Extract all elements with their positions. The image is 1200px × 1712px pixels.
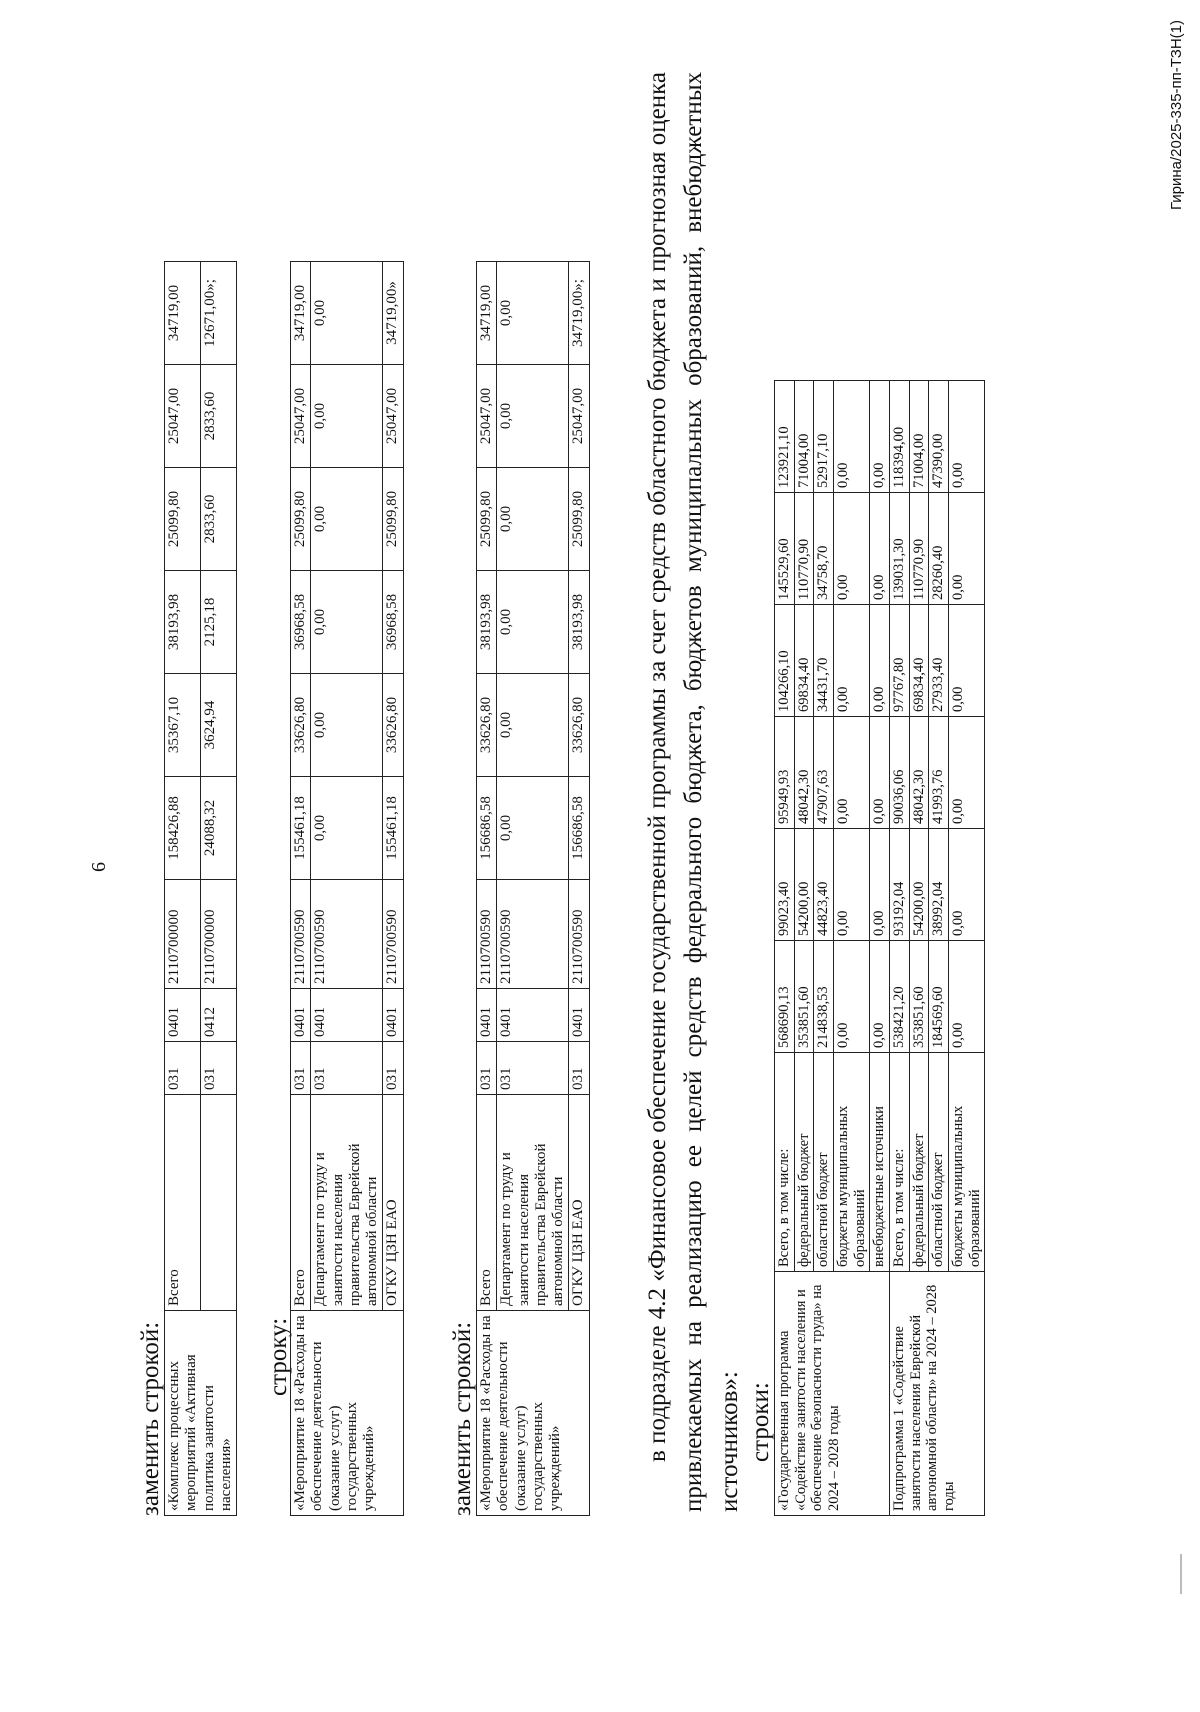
section-4-2-paragraph: [640, 72, 748, 1512]
amount-cell: 118394,00: [890, 381, 910, 493]
amount-cell: 0,00: [870, 605, 890, 717]
funding-source-cell: Всего, в том числе:: [775, 1053, 795, 1272]
section-code-cell: 0401: [383, 989, 403, 1042]
amount-cell: 2833,60: [201, 365, 237, 468]
amount-cell: 71004,00: [794, 381, 814, 493]
table-row: [291, 262, 311, 1516]
table-measure-18-new: [476, 261, 590, 1516]
funding-source-cell: бюджеты муниципальных образований: [834, 1053, 870, 1272]
executor-cell: Всего: [165, 1095, 201, 1311]
amount-cell: 2833,60: [201, 468, 237, 571]
program-title-cell: Подпрограмма 1 «Содействие занятости населения Еврейской автономной области» на 2024 – 2028 годы: [890, 1272, 985, 1516]
table-measure-18-old: [290, 261, 404, 1516]
amount-cell: 34719,00: [165, 262, 201, 365]
amount-cell: 0,00: [311, 777, 383, 880]
amount-cell: 0,00: [497, 365, 569, 468]
funding-source-cell: внебюджетные источники: [870, 1053, 890, 1272]
target-article-cell: 2110700590: [569, 880, 589, 989]
amount-cell: 155461,18: [383, 777, 403, 880]
amount-cell: 34431,70: [814, 605, 834, 717]
grbs-code-cell: 031: [291, 1042, 311, 1095]
document-code: Гирина/2025-335-пп-ТЗН(1): [1168, 20, 1185, 211]
amount-cell: 0,00: [949, 941, 985, 1053]
amount-cell: 0,00: [311, 468, 383, 571]
amount-cell: 34758,70: [814, 493, 834, 605]
amount-cell: 25099,80: [383, 468, 403, 571]
amount-cell: 54200,00: [909, 829, 929, 941]
heading-rows: строки:: [747, 1382, 774, 1462]
amount-cell: 353851,60: [794, 941, 814, 1053]
section-code-cell: 0401: [497, 989, 569, 1042]
amount-cell: 38992,04: [929, 829, 949, 941]
grbs-code-cell: 031: [201, 1042, 237, 1095]
table-row: [775, 381, 795, 1516]
amount-cell: 36968,58: [383, 571, 403, 674]
executor-cell: Департамент по труду и занятости населения правительства Еврейской автономной области: [497, 1095, 569, 1311]
amount-cell: 71004,00: [909, 381, 929, 493]
amount-cell: 538421,20: [890, 941, 910, 1053]
executor-cell: [201, 1095, 237, 1311]
amount-cell: 0,00: [949, 605, 985, 717]
amount-cell: 25099,80: [291, 468, 311, 571]
grbs-code-cell: 031: [311, 1042, 383, 1095]
table-financing: [774, 380, 985, 1516]
heading-row: строку:: [265, 1317, 292, 1396]
amount-cell: 99023,40: [775, 829, 795, 941]
amount-cell: 25047,00: [291, 365, 311, 468]
amount-cell: 0,00: [834, 381, 870, 493]
amount-cell: 33626,80: [291, 674, 311, 777]
funding-source-cell: федеральный бюджет: [794, 1053, 814, 1272]
grbs-code-cell: 031: [477, 1042, 497, 1095]
heading-replace-1: заменить строкой:: [137, 1321, 164, 1516]
grbs-code-cell: 031: [165, 1042, 201, 1095]
amount-cell: 69834,40: [794, 605, 814, 717]
executor-cell: ОГКУ ЦЗН ЕАО: [383, 1095, 403, 1311]
amount-cell: 93192,04: [890, 829, 910, 941]
table-row: [165, 262, 201, 1516]
amount-cell: 155461,18: [291, 777, 311, 880]
grbs-code-cell: 031: [497, 1042, 569, 1095]
amount-cell: 47390,00: [929, 381, 949, 493]
program-element-name: «Мероприятие 18 «Расходы на обеспечение деятельности (оказание услуг) государственных учреждений»: [291, 1311, 404, 1516]
program-title-cell: «Государственная программа «Содействие занятости населения и обеспечение безопасности труда» на 2024 – 2028 годы: [775, 1272, 890, 1516]
amount-cell: 0,00: [949, 829, 985, 941]
amount-cell: 48042,30: [909, 717, 929, 829]
amount-cell: 69834,40: [909, 605, 929, 717]
amount-cell: 145529,60: [775, 493, 795, 605]
executor-cell: Всего: [477, 1095, 497, 1311]
section-code-cell: 0401: [569, 989, 589, 1042]
amount-cell: 33626,80: [569, 674, 589, 777]
amount-cell: 48042,30: [794, 717, 814, 829]
amount-cell: 0,00: [834, 717, 870, 829]
amount-cell: 28260,40: [929, 493, 949, 605]
amount-cell: 0,00: [497, 571, 569, 674]
amount-cell: 0,00: [497, 262, 569, 365]
amount-cell: 25047,00: [165, 365, 201, 468]
amount-cell: 156686,58: [569, 777, 589, 880]
amount-cell: 38193,98: [165, 571, 201, 674]
amount-cell: 0,00: [497, 468, 569, 571]
amount-cell: 47907,63: [814, 717, 834, 829]
scan-mark: [1180, 1554, 1182, 1594]
amount-cell: 33626,80: [383, 674, 403, 777]
target-article-cell: 2110700000: [201, 880, 237, 989]
amount-cell: 35367,10: [165, 674, 201, 777]
amount-cell: 54200,00: [794, 829, 814, 941]
amount-cell: 25099,80: [165, 468, 201, 571]
amount-cell: 97767,80: [890, 605, 910, 717]
funding-source-cell: областной бюджет: [929, 1053, 949, 1272]
target-article-cell: 2110700000: [165, 880, 201, 989]
funding-source-cell: областной бюджет: [814, 1053, 834, 1272]
table-row: [477, 262, 497, 1516]
funding-source-cell: федеральный бюджет: [909, 1053, 929, 1272]
funding-source-cell: Всего, в том числе:: [890, 1053, 910, 1272]
program-element-name: «Мероприятие 18 «Расходы на обеспечение деятельности (оказание услуг) государственных учреждений»: [477, 1311, 590, 1516]
amount-cell: 568690,13: [775, 941, 795, 1053]
amount-cell: 0,00: [949, 717, 985, 829]
amount-cell: 90036,06: [890, 717, 910, 829]
amount-cell: 44823,40: [814, 829, 834, 941]
target-article-cell: 2110700590: [291, 880, 311, 989]
amount-cell: 2125,18: [201, 571, 237, 674]
amount-cell: 353851,60: [909, 941, 929, 1053]
amount-cell: 0,00: [834, 941, 870, 1053]
target-article-cell: 2110700590: [311, 880, 383, 989]
amount-cell: 0,00: [311, 674, 383, 777]
amount-cell: 0,00: [311, 571, 383, 674]
table-row: [890, 381, 910, 1516]
amount-cell: 34719,00»: [383, 262, 403, 365]
amount-cell: 110770,90: [909, 493, 929, 605]
amount-cell: 0,00: [949, 493, 985, 605]
amount-cell: 0,00: [870, 941, 890, 1053]
section-code-cell: 0412: [201, 989, 237, 1042]
executor-cell: ОГКУ ЦЗН ЕАО: [569, 1095, 589, 1311]
amount-cell: 0,00: [311, 262, 383, 365]
section-code-cell: 0401: [311, 989, 383, 1042]
executor-cell: Всего: [291, 1095, 311, 1311]
amount-cell: 110770,90: [794, 493, 814, 605]
amount-cell: 95949,93: [775, 717, 795, 829]
section-code-cell: 0401: [291, 989, 311, 1042]
amount-cell: 34719,00: [477, 262, 497, 365]
amount-cell: 25047,00: [477, 365, 497, 468]
amount-cell: 0,00: [949, 381, 985, 493]
amount-cell: 156686,58: [477, 777, 497, 880]
amount-cell: 25047,00: [383, 365, 403, 468]
target-article-cell: 2110700590: [497, 880, 569, 989]
target-article-cell: 2110700590: [383, 880, 403, 989]
target-article-cell: 2110700590: [477, 880, 497, 989]
amount-cell: 0,00: [834, 605, 870, 717]
amount-cell: 36968,58: [291, 571, 311, 674]
amount-cell: 0,00: [497, 777, 569, 880]
amount-cell: 139031,30: [890, 493, 910, 605]
amount-cell: 41993,76: [929, 717, 949, 829]
amount-cell: 38193,98: [477, 571, 497, 674]
amount-cell: 123921,10: [775, 381, 795, 493]
heading-replace-2: заменить строкой:: [449, 1321, 476, 1516]
amount-cell: 0,00: [870, 717, 890, 829]
amount-cell: 33626,80: [477, 674, 497, 777]
amount-cell: 0,00: [870, 829, 890, 941]
amount-cell: 3624,94: [201, 674, 237, 777]
amount-cell: 25099,80: [477, 468, 497, 571]
table-activity-complex: [164, 261, 237, 1516]
section-code-cell: 0401: [477, 989, 497, 1042]
amount-cell: 34719,00: [291, 262, 311, 365]
amount-cell: 52917,10: [814, 381, 834, 493]
amount-cell: 158426,88: [165, 777, 201, 880]
amount-cell: 214838,53: [814, 941, 834, 1053]
paragraph-text: в подразделе 4.2 «Финансовое обеспечение государственной программы за счет средств областного бюджета и прогнозная оценка привлекаемых на реализацию ее целей средств федерального бюджета, бюджетов муниципальных образований, внебюджетных источников»:: [644, 72, 743, 1512]
amount-cell: 34719,00»;: [569, 262, 589, 365]
grbs-code-cell: 031: [383, 1042, 403, 1095]
amount-cell: 38193,98: [569, 571, 589, 674]
grbs-code-cell: 031: [569, 1042, 589, 1095]
page-number: 6: [88, 862, 110, 872]
amount-cell: 0,00: [311, 365, 383, 468]
amount-cell: 104266,10: [775, 605, 795, 717]
amount-cell: 0,00: [870, 381, 890, 493]
amount-cell: 0,00: [497, 674, 569, 777]
amount-cell: 184569,60: [929, 941, 949, 1053]
amount-cell: 25099,80: [569, 468, 589, 571]
section-code-cell: 0401: [165, 989, 201, 1042]
executor-cell: Департамент по труду и занятости населения правительства Еврейской автономной области: [311, 1095, 383, 1311]
amount-cell: 0,00: [834, 493, 870, 605]
amount-cell: 25047,00: [569, 365, 589, 468]
amount-cell: 12671,00»;: [201, 262, 237, 365]
funding-source-cell: бюджеты муниципальных образований: [949, 1053, 985, 1272]
amount-cell: 27933,40: [929, 605, 949, 717]
amount-cell: 0,00: [834, 829, 870, 941]
amount-cell: 0,00: [870, 493, 890, 605]
program-element-name: «Комплекс процессных мероприятий «Активная политика занятости населения»: [165, 1311, 237, 1516]
amount-cell: 24088,32: [201, 777, 237, 880]
